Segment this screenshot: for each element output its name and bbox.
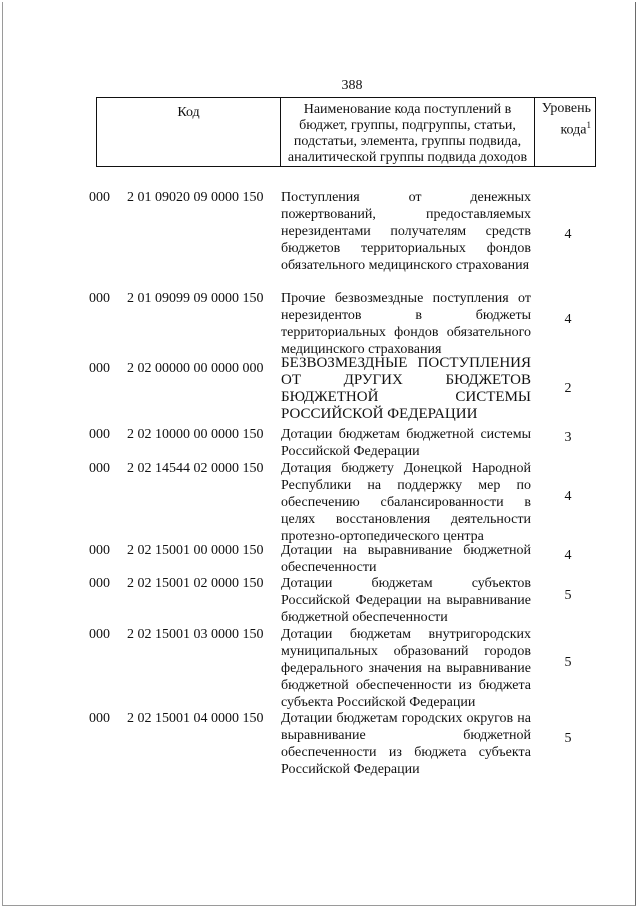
row-income-code: 2 01 09099 09 0000 150 <box>127 291 264 306</box>
row-level: 2 <box>564 381 572 396</box>
row-name: Дотации бюджетам внутригородских муниципальных образований городов федерального значения на выравнивание бюджетной обеспеченности из бюджета субъекта Российской Федерации <box>281 627 531 710</box>
row-name: Дотации бюджетам городских округов на выравнивание бюджетной обеспеченности из бюджета субъекта Российской Федерации <box>281 711 531 777</box>
row-level: 5 <box>564 731 572 746</box>
header-name: Наименование кода поступлений в бюджет, группы, подгруппы, статьи, подстатьи, элемента, группы подвида, аналитической группы подвида доходов <box>280 98 535 166</box>
row-income-code: 2 02 15001 04 0000 150 <box>127 711 264 726</box>
table-header <box>96 97 596 167</box>
row-income-code: 2 02 15001 03 0000 150 <box>127 627 264 642</box>
row-income-code: 2 02 15001 02 0000 150 <box>127 576 264 591</box>
row-name: Дотации бюджетам субъектов Российской Федерации на выравнивание бюджетной обеспеченности <box>281 576 531 625</box>
row-name: БЕЗВОЗМЕЗДНЫЕ ПОСТУПЛЕНИЯ ОТ ДРУГИХ БЮДЖЕТОВ БЮДЖЕТНОЙ СИСТЕМЫ РОССИЙСКОЙ ФЕДЕРАЦИИ <box>281 355 531 422</box>
row-admin-code: 000 <box>89 427 110 442</box>
row-name: Прочие безвозмездные поступления от нерезидентов в бюджеты территориальных фондов обязательного медицинского страхования <box>281 291 531 357</box>
row-admin-code: 000 <box>89 461 110 476</box>
row-name: Поступления от денежных пожертвований, предоставляемых нерезидентами получателям средств бюджетов территориальных фондов обязательного медицинского страхования <box>281 190 531 273</box>
row-income-code: 2 02 10000 00 0000 150 <box>127 427 264 442</box>
row-income-code: 2 02 00000 00 0000 000 <box>127 361 264 376</box>
header-code: Код <box>177 105 200 120</box>
row-level: 4 <box>564 227 572 242</box>
row-name: Дотации бюджетам бюджетной системы Российской Федерации <box>281 427 531 459</box>
row-income-code: 2 02 15001 00 0000 150 <box>127 543 264 558</box>
row-level: 5 <box>564 655 572 670</box>
row-admin-code: 000 <box>89 576 110 591</box>
row-level: 5 <box>564 588 572 603</box>
row-admin-code: 000 <box>89 543 110 558</box>
header-level-label: Уровень кода <box>541 101 591 138</box>
row-income-code: 2 02 14544 02 0000 150 <box>127 461 264 476</box>
row-admin-code: 000 <box>89 361 110 376</box>
row-admin-code: 000 <box>89 711 110 726</box>
row-admin-code: 000 <box>89 627 110 642</box>
row-level: 4 <box>564 489 572 504</box>
header-level <box>535 98 596 166</box>
row-name: Дотации на выравнивание бюджетной обеспеченности <box>281 543 531 575</box>
row-level: 4 <box>564 312 572 327</box>
header-level-footnote: 1 <box>586 120 591 130</box>
row-income-code: 2 01 09020 09 0000 150 <box>127 190 264 205</box>
row-level: 4 <box>564 548 572 563</box>
page-number: 388 <box>341 78 363 93</box>
row-admin-code: 000 <box>89 190 110 205</box>
row-admin-code: 000 <box>89 291 110 306</box>
row-name: Дотация бюджету Донецкой Народной Республики на поддержку мер по обеспечению сбалансированности в целях восстановления деятельности протезно-ортопедического центра <box>281 461 531 544</box>
row-level: 3 <box>564 430 572 445</box>
